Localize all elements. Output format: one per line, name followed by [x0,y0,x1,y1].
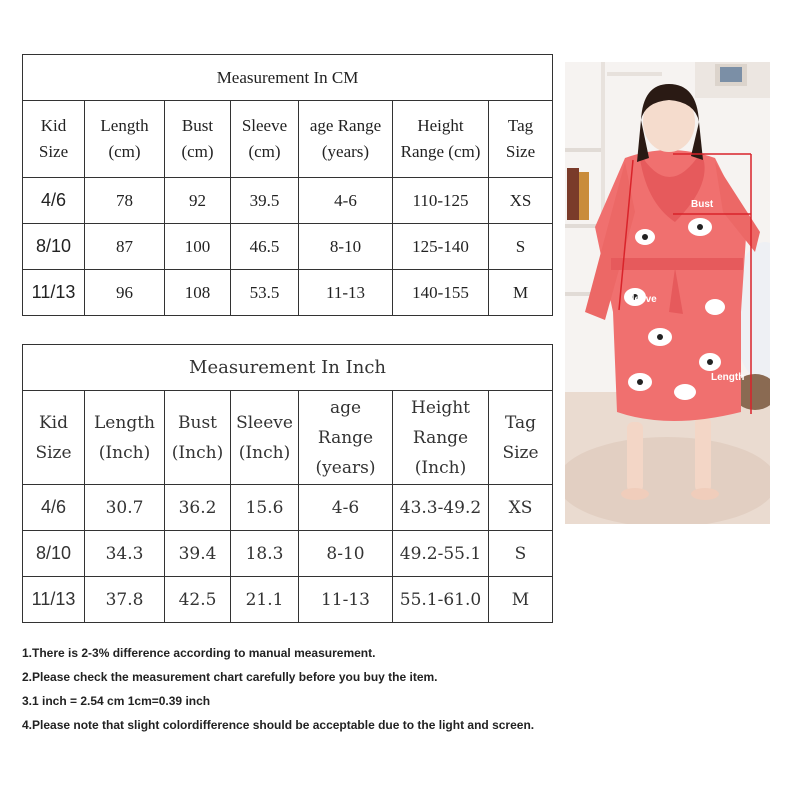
table-cell: M [489,577,553,623]
note-item: 2.Please check the measurement chart carefully before you buy the item. [22,670,438,684]
table-cell: 11-13 [299,270,393,316]
sleeve-label: Sleeve [625,294,657,305]
inch-header-length: Length (Inch) [85,391,165,485]
inch-header-tag-size: Tag Size [489,391,553,485]
model-in-bathrobe-illustration [565,62,770,524]
cm-header-kid-size: Kid Size [23,101,85,178]
table-cell: 11/13 [23,577,85,623]
table-cell: 8/10 [23,531,85,577]
note-item: 3.1 inch = 2.54 cm 1cm=0.39 inch [22,694,211,708]
table-cell: XS [489,485,553,531]
table-row [23,577,553,623]
table-cell: 4-6 [299,178,393,224]
size-notes [22,644,582,740]
table-cell: 87 [85,224,165,270]
table-cell: M [489,270,553,316]
cm-table-title: Measurement In CM [23,55,553,101]
note-item: 1.There is 2-3% difference according to manual measurement. [22,646,376,660]
inch-header-kid-size: Kid Size [23,391,85,485]
table-cell: 42.5 [165,577,231,623]
table-cell: XS [489,178,553,224]
table-row [23,485,553,531]
table-row [23,178,553,224]
table-cell: 11/13 [23,270,85,316]
table-cell: 21.1 [231,577,299,623]
table-cell: 39.4 [165,531,231,577]
cm-header-bust: Bust (cm) [165,101,231,178]
table-row [23,531,553,577]
table-cell: 8-10 [299,224,393,270]
table-cell: 18.3 [231,531,299,577]
inch-header-height-range: Height Range (Inch) [393,391,489,485]
table-cell: 108 [165,270,231,316]
cm-header-tag-size: Tag Size [489,101,553,178]
table-cell: 36.2 [165,485,231,531]
inch-header-bust: Bust (Inch) [165,391,231,485]
inch-table-title: Measurement In Inch [23,345,553,391]
cm-header-length: Length (cm) [85,101,165,178]
cm-header-height-range: Height Range (cm) [393,101,489,178]
table-cell: 100 [165,224,231,270]
table-cell: 11-13 [299,577,393,623]
table-cell: 110-125 [393,178,489,224]
table-cell: 37.8 [85,577,165,623]
note-item: 4.Please note that slight colordifference should be acceptable due to the light and screen. [22,718,535,732]
table-cell: 78 [85,178,165,224]
table-cell: 4-6 [299,485,393,531]
table-cell: 39.5 [231,178,299,224]
table-cell: 125-140 [393,224,489,270]
table-cell: 15.6 [231,485,299,531]
table-row [23,224,553,270]
cm-measurement-table [22,54,553,316]
table-cell: 49.2-55.1 [393,531,489,577]
table-cell: 96 [85,270,165,316]
table-cell: 43.3-49.2 [393,485,489,531]
table-cell: 92 [165,178,231,224]
table-cell: 30.7 [85,485,165,531]
length-label: Length [711,372,745,383]
cm-header-age-range: age Range (years) [299,101,393,178]
table-cell: 8/10 [23,224,85,270]
product-photo [565,62,770,524]
table-cell: S [489,531,553,577]
table-row [23,270,553,316]
table-cell: 4/6 [23,485,85,531]
table-cell: 8-10 [299,531,393,577]
table-cell: 55.1-61.0 [393,577,489,623]
table-cell: 4/6 [23,178,85,224]
table-cell: 34.3 [85,531,165,577]
inch-header-age-range: age Range (years) [299,391,393,485]
inch-measurement-table [22,344,553,623]
inch-header-sleeve: Sleeve (Inch) [231,391,299,485]
table-cell: 53.5 [231,270,299,316]
bust-label: Bust [691,199,714,210]
table-cell: S [489,224,553,270]
table-cell: 140-155 [393,270,489,316]
cm-header-sleeve: Sleeve (cm) [231,101,299,178]
table-cell: 46.5 [231,224,299,270]
